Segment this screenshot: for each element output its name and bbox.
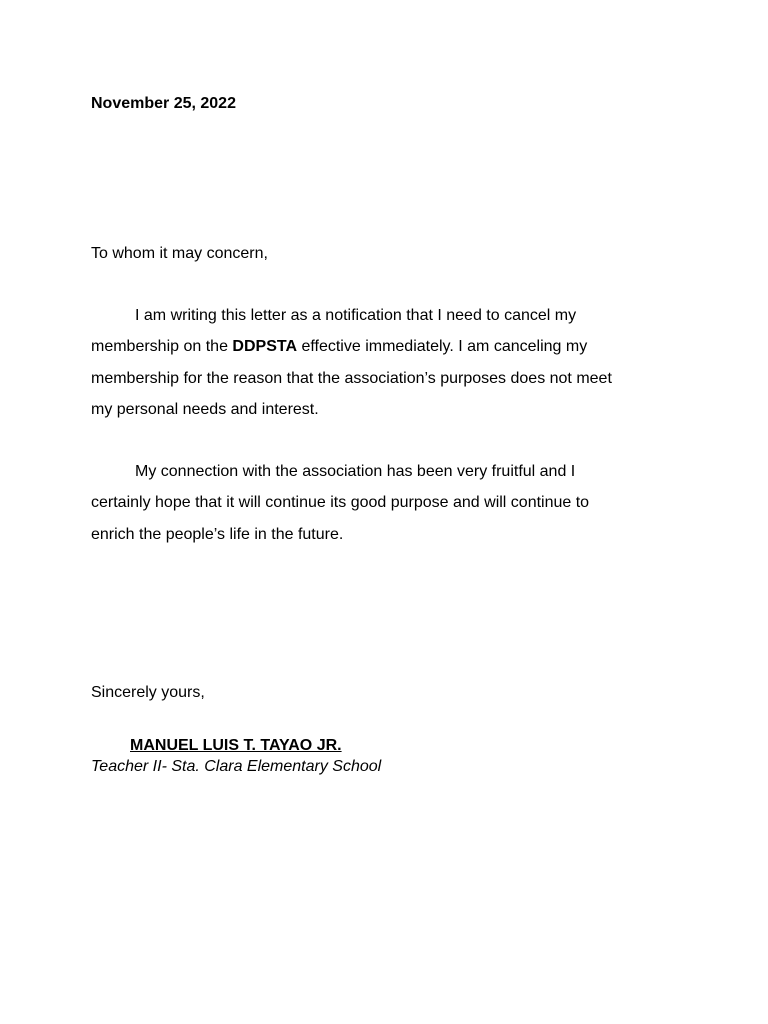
paragraph-line	[91, 456, 681, 487]
letter-date: November 25, 2022	[91, 95, 236, 112]
paragraph-text: effective immediately. I am canceling my	[297, 338, 588, 356]
paragraph-line: enrich the people’s life in the future.	[91, 525, 344, 543]
signer-title: Teacher II- Sta. Clara Elementary School	[91, 758, 382, 775]
paragraph-line: membership for the reason that the association’s purposes does not meet	[91, 369, 612, 387]
paragraph-text: My connection with the association has been very fruitful and I	[135, 463, 576, 480]
paragraph-text: membership on the	[91, 338, 233, 356]
letter-closing: Sincerely yours,	[91, 684, 205, 701]
paragraph-line	[91, 331, 681, 362]
paragraph-line	[91, 300, 681, 331]
paragraph-line: certainly hope that it will continue its good purpose and will continue to	[91, 494, 590, 512]
paragraph-text: I am writing this letter as a notification that I need to cancel my	[135, 307, 577, 324]
paragraph-line: my personal needs and interest.	[91, 400, 319, 418]
body-paragraph-1	[91, 300, 681, 425]
signer-name: MANUEL LUIS T. TAYAO JR.	[130, 737, 342, 754]
body-paragraph-2	[91, 456, 681, 550]
association-acronym: DDPSTA	[232, 338, 297, 356]
letter-salutation: To whom it may concern,	[91, 245, 268, 262]
